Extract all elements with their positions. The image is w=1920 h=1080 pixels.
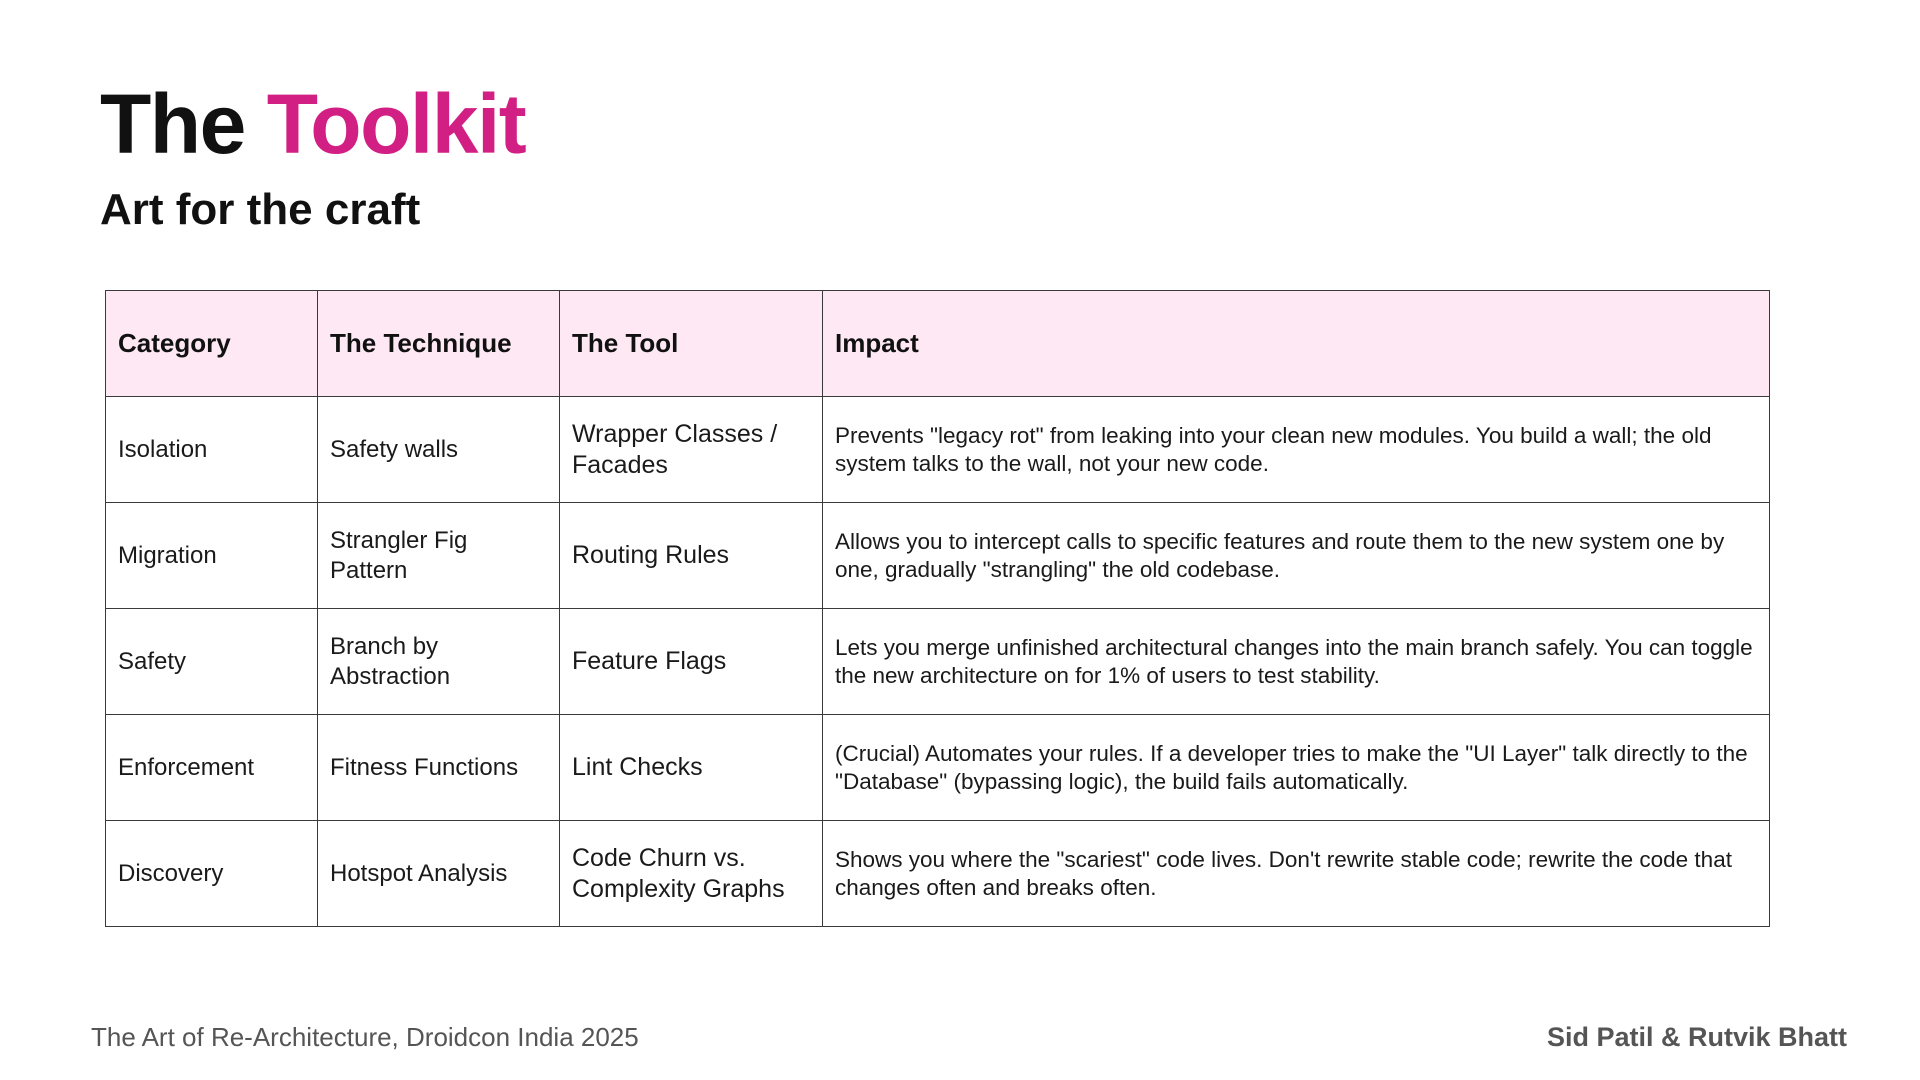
- cell-technique: Safety walls: [318, 397, 560, 503]
- cell-impact: Lets you merge unfinished architectural changes into the main branch safely. You can toggle the new architecture on for 1% of users to test stability.: [823, 609, 1770, 715]
- table-header-row: [106, 291, 1770, 397]
- cell-impact: Prevents "legacy rot" from leaking into your clean new modules. You build a wall; the old system talks to the wall, not your new code.: [823, 397, 1770, 503]
- cell-technique: Branch by Abstraction: [318, 609, 560, 715]
- cell-tool: Lint Checks: [560, 715, 823, 821]
- cell-category: Isolation: [106, 397, 318, 503]
- cell-tool: Wrapper Classes / Facades: [560, 397, 823, 503]
- header-technique: The Technique: [318, 291, 560, 397]
- slide-subtitle: Art for the craft: [100, 185, 421, 234]
- table-row: [106, 715, 1770, 821]
- cell-technique: Strangler Fig Pattern: [318, 503, 560, 609]
- slide-title: [100, 78, 525, 170]
- cell-tool: Routing Rules: [560, 503, 823, 609]
- footer-authors: Sid Patil & Rutvik Bhatt: [1546, 1022, 1847, 1052]
- table-row: [106, 821, 1770, 927]
- table-row: [106, 609, 1770, 715]
- cell-category: Safety: [106, 609, 318, 715]
- cell-category: Migration: [106, 503, 318, 609]
- table-row: [106, 397, 1770, 503]
- cell-impact: (Crucial) Automates your rules. If a developer tries to make the "UI Layer" talk directly to the "Database" (bypassing logic), the build fails automatically.: [823, 715, 1770, 821]
- cell-technique: Fitness Functions: [318, 715, 560, 821]
- header-category: Category: [106, 291, 318, 397]
- table-row: [106, 503, 1770, 609]
- cell-technique: Hotspot Analysis: [318, 821, 560, 927]
- header-impact: Impact: [823, 291, 1770, 397]
- cell-category: Enforcement: [106, 715, 318, 821]
- cell-category: Discovery: [106, 821, 318, 927]
- title-accent: Toolkit: [266, 77, 526, 171]
- title-plain: The: [100, 77, 245, 171]
- header-tool: The Tool: [560, 291, 823, 397]
- cell-tool: Code Churn vs. Complexity Graphs: [560, 821, 823, 927]
- cell-tool: Feature Flags: [560, 609, 823, 715]
- cell-impact: Allows you to intercept calls to specific features and route them to the new system one by one, gradually "strangling" the old codebase.: [823, 503, 1770, 609]
- footer-event: The Art of Re-Architecture, Droidcon India 2025: [91, 1022, 639, 1052]
- cell-impact: Shows you where the "scariest" code lives. Don't rewrite stable code; rewrite the code that changes often and breaks often.: [823, 821, 1770, 927]
- toolkit-table: [105, 290, 1770, 927]
